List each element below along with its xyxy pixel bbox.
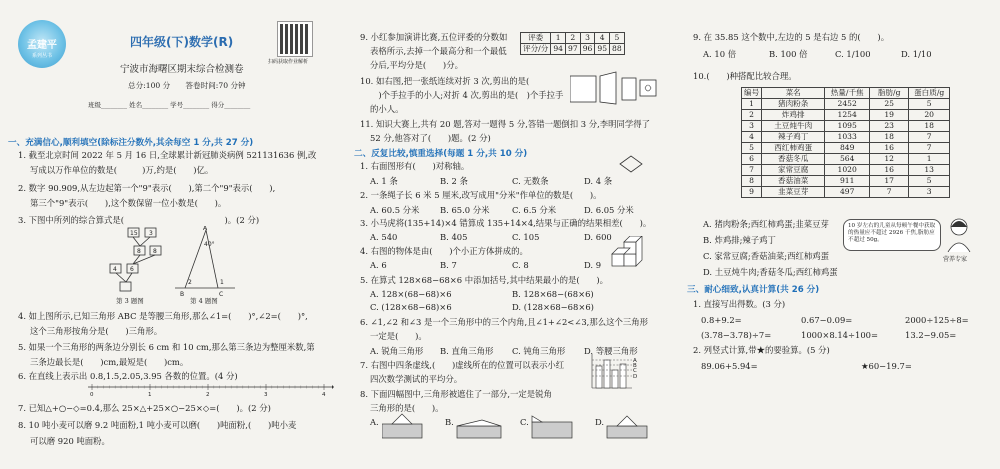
fig3-num: 8	[137, 248, 141, 255]
nutrition-callout: 10 岁左右的儿童从每顿午餐中获取的热量应不超过 2926 千焦,脂肪应不超过 50g。	[843, 219, 941, 251]
q5-options-row1	[370, 289, 594, 299]
q10-option-b[interactable]: B. 炸鸡排;辣子鸡丁	[703, 235, 776, 245]
nutrition-table	[741, 87, 950, 198]
qr-code-icon[interactable]	[278, 22, 312, 56]
check-item[interactable]: ★60−19.7=	[861, 361, 912, 371]
brand-logo-icon	[18, 20, 66, 68]
table-cell: 猪肉粉条	[762, 99, 825, 110]
q7-line: 四次数学测试的平均分。	[370, 374, 463, 384]
q10-line: )个手拉手的小人;对折 4 次,剪出的是( )个手拉手	[370, 90, 564, 100]
table-cell: 评分/分	[521, 44, 551, 55]
q1-options	[370, 175, 612, 187]
q9-line: 分后,平均分是( )分。	[370, 60, 463, 70]
table-cell: 13	[909, 165, 950, 176]
ruler-tick: 2	[206, 392, 210, 396]
table-cell: 1020	[825, 165, 870, 176]
table-cell: 18	[909, 121, 950, 132]
table-header: 3	[580, 33, 595, 44]
q9-text: 9. 在 35.85 这个数中,左边的 5 是右边 5 的( )。	[693, 32, 890, 42]
s1-line: 这个三角形按角分是( )三角形。	[30, 326, 163, 336]
table-row	[742, 132, 950, 143]
option-c[interactable]: C. 无数条	[512, 176, 549, 186]
option-a[interactable]: A. 540	[370, 232, 398, 242]
table-cell: 18	[870, 132, 909, 143]
check-title: 2. 列竖式计算,带★的要验算。(5 分)	[693, 345, 830, 355]
table-cell: 16	[870, 165, 909, 176]
s1-line: 第三个"9"表示( ),这个数保留一位小数是( )。	[30, 198, 227, 208]
option-b[interactable]: B. 100 倍	[769, 49, 808, 59]
table-cell: 7	[742, 165, 762, 176]
judge-score-table	[520, 32, 625, 55]
fig3-num: 6	[130, 266, 134, 273]
table-header: 菜名	[762, 88, 825, 99]
table-cell: 2	[742, 110, 762, 121]
table-header: 评委	[521, 33, 551, 44]
table-header: 1	[551, 33, 566, 44]
option-c[interactable]: C.	[520, 417, 529, 427]
fig4-point: C	[219, 291, 224, 298]
q3-text: 3. 小马虎将(135+14)×4 错算成 135+14×4,结果与正确的结果相差( )。	[360, 218, 652, 228]
calc-item[interactable]: 0.67−0.09=	[801, 315, 853, 325]
q4-options	[370, 260, 601, 270]
folded-paper-figure	[570, 70, 660, 106]
fig4-angle: 40°	[204, 241, 215, 248]
option-b[interactable]: B. 直角三角形	[440, 346, 494, 356]
left-column	[0, 0, 345, 469]
table-cell: 20	[909, 110, 950, 121]
figure-3-tree	[110, 228, 161, 291]
table-cell: 5	[909, 176, 950, 187]
option-b[interactable]: B. 2 条	[440, 176, 468, 186]
middle-column	[348, 0, 678, 469]
s1-line: 4. 如上图所示,已知三角形 ABC 是等腰三角形,那么∠1=( )°,∠2=( )°,	[18, 311, 308, 321]
table-cell: 土豆炖牛肉	[762, 121, 825, 132]
table-cell: 9	[742, 187, 762, 198]
q6-line: 一定是( )。	[370, 331, 427, 341]
fig4-point: B	[180, 291, 185, 298]
calc-item[interactable]: 1000×8.14÷100=	[801, 330, 878, 340]
option-c[interactable]: C. 1/100	[835, 49, 871, 59]
option-a[interactable]: A. 10 倍	[703, 49, 737, 59]
option-d[interactable]: D. 600	[584, 232, 612, 242]
option-b[interactable]: B. 405	[440, 232, 468, 242]
table-cell: 95	[595, 44, 610, 55]
table-cell: 88	[610, 44, 625, 55]
calc-row-2	[701, 330, 956, 340]
table-cell: 香菇冬瓜	[762, 154, 825, 165]
table-cell: 17	[870, 176, 909, 187]
dash-label: C	[633, 368, 637, 374]
bar-average-figure	[588, 352, 640, 392]
q11-line: 11. 知识大赛上,共有 20 题,答对一题得 5 分,答错一题倒扣 3 分,李明同学得了	[360, 119, 651, 129]
option-a[interactable]: A. 60.5 分米	[370, 205, 420, 215]
table-header: 蛋白质/g	[909, 88, 950, 99]
table-cell: 1033	[825, 132, 870, 143]
nutrition-expert-avatar-icon	[944, 216, 974, 252]
s1-line: 5. 如果一个三角形的两条边分别长 6 cm 和 10 cm,那么第三条边为整厘米数,第	[18, 342, 315, 352]
q2-options	[370, 204, 634, 216]
table-row	[742, 165, 950, 176]
fig3-num: 8	[153, 248, 157, 255]
section-2-title: 二、反复比较,慎重选择(每题 1 分,共 10 分)	[354, 149, 528, 159]
ruler-tick: 3	[264, 392, 268, 396]
fig3-label: 第 3 题图	[116, 297, 144, 305]
calc-item[interactable]: 13.2−9.05=	[905, 330, 957, 340]
table-row	[742, 187, 950, 198]
ruler-tick: 0	[90, 392, 94, 396]
table-row	[742, 110, 950, 121]
option-b[interactable]: B. 65.0 分米	[440, 205, 490, 215]
table-cell: 96	[580, 44, 595, 55]
table-cell: 3	[909, 187, 950, 198]
option-c[interactable]: C. 8	[512, 260, 529, 270]
table-header: 5	[610, 33, 625, 44]
option-d[interactable]: D. 6.05 分米	[584, 205, 634, 215]
table-row	[742, 154, 950, 165]
number-line[interactable]	[88, 382, 334, 396]
q10-option-d[interactable]: D. 土豆炖牛肉;香菇冬瓜;西红柿鸡蛋	[703, 267, 838, 277]
q7-line: 7. 右图中四条虚线,( )虚线所在的位置可以表示小红	[360, 360, 565, 370]
table-header: 4	[595, 33, 610, 44]
figure-4-triangle	[175, 230, 235, 288]
table-header: 脂肪/g	[870, 88, 909, 99]
option-a[interactable]: A. 6	[370, 260, 387, 270]
section-1-title: 一、充满信心,顺利填空(除标注分数外,其余每空 1 分,共 27 分)	[8, 138, 254, 148]
option-d[interactable]: D. 1/10	[901, 49, 932, 59]
table-row	[742, 176, 950, 187]
option-a[interactable]: A. 1 条	[370, 176, 398, 186]
ruler-tick: 4	[322, 392, 326, 396]
table-cell: 94	[551, 44, 566, 55]
calc-item[interactable]: 0.8+9.2=	[701, 315, 742, 325]
table-cell: 5	[909, 99, 950, 110]
s1-line: 3. 下图中所列的综合算式是( )。(2 分)	[18, 215, 260, 225]
s1-line: 可以磨 920 吨面粉。	[30, 436, 110, 446]
table-cell: 3	[742, 121, 762, 132]
q4-text: 4. 右图的物体是由( )个小正方体拼成的。	[360, 246, 528, 256]
dash-label: A	[633, 358, 637, 364]
table-cell: 12	[870, 154, 909, 165]
section-3-title: 三、耐心细致,认真计算(共 26 分)	[687, 285, 820, 295]
q3-options	[370, 232, 612, 242]
table-cell: 911	[825, 176, 870, 187]
q10-option-a[interactable]: A. 猪肉粉条;西红柿鸡蛋;韭菜豆芽	[703, 219, 829, 229]
fig4-point: 1	[220, 279, 224, 286]
q9-options	[703, 48, 932, 60]
option-d[interactable]: D. 等腰三角形	[584, 346, 638, 356]
option-c[interactable]: C. 6.5 分米	[512, 205, 557, 215]
table-row	[742, 99, 950, 110]
table-cell: 97	[566, 44, 581, 55]
exam-meta: 总分:100 分 答卷时间:70 分钟	[128, 81, 246, 90]
dash-label: D	[633, 374, 638, 380]
option-c[interactable]: C. 105	[512, 232, 540, 242]
table-cell: 564	[825, 154, 870, 165]
table-cell: 7	[870, 187, 909, 198]
option-b[interactable]: B. 7	[440, 260, 457, 270]
symmetry-figure	[618, 154, 644, 174]
table-cell: 1254	[825, 110, 870, 121]
table-cell: 849	[825, 143, 870, 154]
table-header: 编号	[742, 88, 762, 99]
q9-line: 9. 小红参加演讲比赛,五位评委的分数如	[360, 32, 508, 42]
check-row	[701, 361, 912, 371]
option-a[interactable]: A. 128×(68−68)×6	[370, 289, 452, 299]
table-cell: 2452	[825, 99, 870, 110]
q10-text: 10.( )种搭配比较合理。	[693, 71, 797, 81]
fig3-num: 3	[149, 230, 153, 237]
s1-line: 写成以万作单位的数是( )万,约是( )亿。	[30, 165, 214, 175]
table-cell: 7	[909, 132, 950, 143]
logo-text: 孟建平	[27, 40, 57, 51]
option-d[interactable]: D. 9	[584, 260, 602, 270]
option-b[interactable]: B. 128×68−(68×6)	[512, 289, 594, 299]
option-d[interactable]: D.	[595, 417, 605, 427]
q10-line: 的小人。	[370, 104, 404, 114]
option-c[interactable]: C. 钝角三角形	[512, 346, 566, 356]
option-c[interactable]: C. (128×68−68)×6	[370, 302, 452, 312]
check-item[interactable]: 89.06+5.94=	[701, 361, 758, 371]
s1-line: 1. 截至北京时间 2022 年 5 月 16 日,全球累计新冠肺炎病例 521131636 例,改	[18, 150, 317, 160]
table-cell: 16	[870, 143, 909, 154]
q10-line: 10. 如右图,把一张纸连续对折 3 次,剪出的是(	[360, 76, 530, 86]
table-cell: 7	[909, 143, 950, 154]
table-cell: 23	[870, 121, 909, 132]
fig3-num: 4	[113, 266, 117, 273]
table-header: 热量/千焦	[825, 88, 870, 99]
fig4-point: A	[203, 226, 208, 232]
calc-row-1	[701, 315, 969, 325]
q10-option-c[interactable]: C. 家常豆腐;香菇油菜;西红柿鸡蛋	[703, 251, 829, 261]
table-cell: 家常豆腐	[762, 165, 825, 176]
fig4-label: 第 4 题图	[190, 297, 218, 305]
q9-line: 表格所示,去掉一个最高分和一个最低	[370, 46, 507, 56]
table-cell: 6	[742, 154, 762, 165]
table-cell: 1	[742, 99, 762, 110]
logo-subtext: 系列丛书	[31, 53, 52, 59]
q1-text: 1. 右面图形有( )对称轴。	[360, 161, 470, 171]
table-cell: 25	[870, 99, 909, 110]
table-row	[742, 121, 950, 132]
qr-caption: 扫码获取作业解析	[268, 59, 309, 65]
option-a[interactable]: A.	[370, 417, 379, 427]
q8-line: 8. 下面四幅图中,三角形被遮住了一部分,一定是锐角	[360, 389, 552, 399]
q11-line: 52 分,他答对了( )题。(2 分)	[370, 133, 491, 143]
s1-line: 7. 已知△+○−◇=0.4,那么 25×△+25×○−25×◇=( )。(2 分)	[18, 403, 271, 413]
exam-subtitle: 宁波市海曙区期末综合检测卷	[120, 64, 244, 75]
table-cell: 1095	[825, 121, 870, 132]
q5-text: 5. 在算式 128×68−68×6 中添加括号,其中结果最小的是( )。	[360, 275, 608, 285]
table-cell: 炸鸡排	[762, 110, 825, 121]
option-a[interactable]: A. 锐角三角形	[370, 346, 424, 356]
fig4-point: 2	[188, 279, 192, 286]
table-cell: 西红柿鸡蛋	[762, 143, 825, 154]
table-cell: 4	[742, 132, 762, 143]
q2-text: 2. 一条绳子长 6 米 5 厘米,改写成用"分米"作单位的数是( )。	[360, 190, 602, 200]
covered-triangles-figure	[382, 412, 672, 442]
fig3-num: 15	[130, 230, 138, 237]
table-row	[742, 143, 950, 154]
avatar-caption: 营养专家	[943, 256, 968, 263]
calc-title: 1. 直接写出得数。(3 分)	[693, 299, 786, 309]
s1-line: 2. 数字 90.909,从左边起第一个"9"表示( ),第二个"9"表示( ),	[18, 183, 276, 193]
option-d[interactable]: D. 4 条	[584, 176, 613, 186]
q8-line: 三角形的是( )。	[370, 403, 444, 413]
s1-line: 三条边最长是( )cm,最短是( )cm。	[30, 357, 189, 367]
figure-3-4-diagram	[100, 226, 240, 300]
table-cell: 497	[825, 187, 870, 198]
option-d[interactable]: D. (128×68−68×6)	[512, 302, 594, 312]
table-cell: 香菇油菜	[762, 176, 825, 187]
dash-label: B	[633, 363, 637, 369]
q6-line: 6. ∠1,∠2 和∠3 是一个三角形中的三个内角,且∠1+∠2<∠3,那么这个三角形	[360, 317, 648, 327]
table-cell: 8	[742, 176, 762, 187]
table-cell: 辣子鸡丁	[762, 132, 825, 143]
student-info-line: 班级________ 姓名________ 学号________ 得分________	[88, 101, 251, 109]
q5-options-row2	[370, 302, 594, 312]
table-cell: 5	[742, 143, 762, 154]
cube-stack-figure	[608, 236, 654, 272]
table-cell: 韭菜豆芽	[762, 187, 825, 198]
calc-item[interactable]: 2000÷125÷8=	[905, 315, 969, 325]
table-cell: 19	[870, 110, 909, 121]
ruler-tick: 1	[148, 392, 152, 396]
page-title: 四年级(下)数学(R)	[130, 35, 234, 49]
calc-item[interactable]: (3.78−3.78)÷7=	[701, 330, 772, 340]
option-b[interactable]: B.	[445, 417, 454, 427]
s1-line: 8. 10 吨小麦可以磨 9.2 吨面粉,1 吨小麦可以磨( )吨面粉,( )吨小麦	[18, 420, 297, 430]
table-header: 2	[566, 33, 581, 44]
table-cell: 1	[909, 154, 950, 165]
s1-line: 6. 在直线上表示出 0.8,1.5,2.05,3.95 各数的位置。(4 分)	[18, 371, 238, 381]
